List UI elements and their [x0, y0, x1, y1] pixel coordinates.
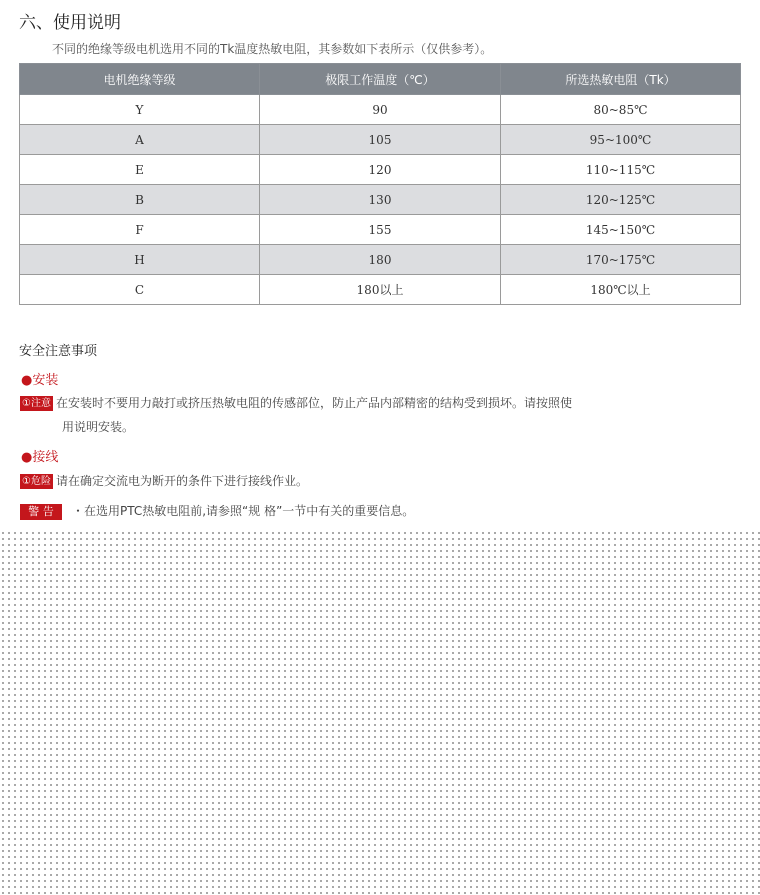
warning-badge: 警 告	[20, 504, 62, 520]
cell-thermistor: 180℃以上	[501, 275, 741, 305]
cell-class: H	[20, 245, 260, 275]
install-note-continued: 用说明安装。	[62, 420, 135, 434]
install-heading-label: 安装	[32, 373, 59, 388]
table-row	[20, 185, 741, 215]
table-row	[20, 125, 741, 155]
wiring-heading	[21, 446, 58, 465]
wiring-note-text: 请在确定交流电为断开的条件下进行接线作业。	[55, 474, 308, 488]
header-insulation-class: 电机绝缘等级	[20, 64, 260, 95]
table-header-row	[20, 64, 741, 95]
warning-note-text: ・在选用PTC热敏电阻前,请参照“规 格”一节中有关的重要信息。	[72, 504, 415, 518]
cell-thermistor: 80~85℃	[501, 95, 741, 125]
table-row	[20, 95, 741, 125]
header-limit-temp: 极限工作温度（℃）	[260, 64, 501, 95]
cell-thermistor: 145~150℃	[501, 215, 741, 245]
danger-badge: ①危险	[22, 476, 51, 487]
cell-thermistor: 170~175℃	[501, 245, 741, 275]
cell-class: A	[20, 125, 260, 155]
cell-limit-temp: 120	[260, 155, 501, 185]
table-row	[20, 245, 741, 275]
cell-class: F	[20, 215, 260, 245]
intro-text: 不同的绝缘等级电机选用不同的Tk温度热敏电阻，其参数如下表所示（仅供参考）。	[52, 42, 493, 56]
dotted-background-pattern	[0, 530, 760, 895]
install-note-text: 在安装时不要用力敲打或挤压热敏电阻的传感部位，防止产品内部精密的结构受到损坏。请按照使	[55, 396, 572, 410]
cell-class: Y	[20, 95, 260, 125]
cell-limit-temp: 155	[260, 215, 501, 245]
wiring-heading-label: 接线	[32, 450, 59, 465]
cell-limit-temp: 180以上	[260, 275, 501, 305]
cell-class: E	[20, 155, 260, 185]
section-title: 六、使用说明	[19, 13, 121, 33]
cell-thermistor: 95~100℃	[501, 125, 741, 155]
header-thermistor: 所选热敏电阻（Tk）	[501, 64, 741, 95]
install-heading	[21, 369, 58, 388]
bullet-dot-icon: ●	[21, 373, 33, 388]
cell-thermistor: 110~115℃	[501, 155, 741, 185]
warning-note	[20, 499, 414, 524]
cell-limit-temp: 90	[260, 95, 501, 125]
caution-badge: ①注意	[22, 398, 51, 409]
safety-title: 安全注意事项	[19, 344, 98, 359]
cell-limit-temp: 180	[260, 245, 501, 275]
table-row	[20, 275, 741, 305]
cell-class: C	[20, 275, 260, 305]
table-row	[20, 155, 741, 185]
cell-thermistor: 120~125℃	[501, 185, 741, 215]
install-note	[20, 391, 640, 416]
cell-limit-temp: 130	[260, 185, 501, 215]
insulation-spec-table	[19, 63, 741, 305]
cell-limit-temp: 105	[260, 125, 501, 155]
bullet-dot-icon: ●	[21, 450, 33, 465]
table-row	[20, 215, 741, 245]
wiring-note	[20, 469, 308, 494]
cell-class: B	[20, 185, 260, 215]
